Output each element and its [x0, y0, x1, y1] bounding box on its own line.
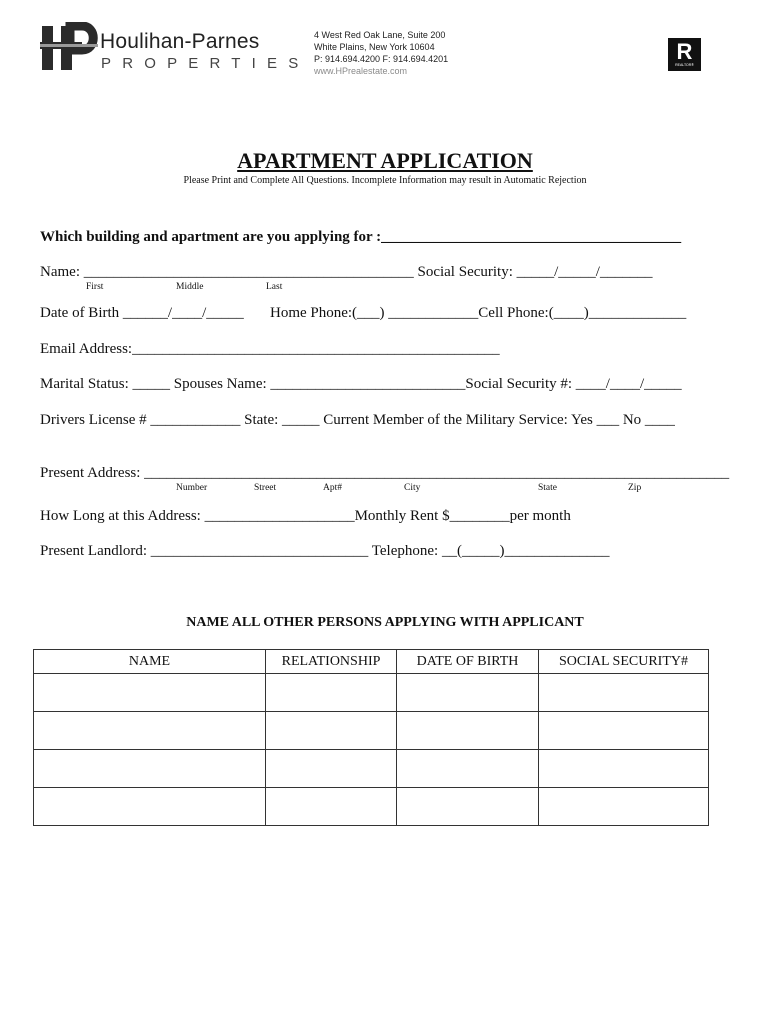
- other-persons-table: [33, 649, 709, 826]
- company-division: PROPERTIES: [101, 55, 310, 72]
- email-field[interactable]: Email Address:_________________________________________________: [40, 341, 500, 357]
- table-row: [34, 674, 709, 712]
- column-header-name: NAME: [34, 650, 266, 674]
- table-row: [34, 750, 709, 788]
- dob-cell[interactable]: [397, 712, 539, 750]
- first-name-label: First: [86, 282, 104, 292]
- dob-cell[interactable]: [397, 750, 539, 788]
- column-header-dob: DATE OF BIRTH: [397, 650, 539, 674]
- address-street-label: Street: [254, 483, 277, 493]
- address-apt-label: Apt#: [323, 483, 342, 493]
- license-military-field[interactable]: Drivers License # ____________ State: _____ Current Member of the Military Service: Yes ___ No ____: [40, 412, 675, 428]
- dob-cell[interactable]: [397, 788, 539, 826]
- ssn-cell[interactable]: [539, 788, 709, 826]
- relationship-cell[interactable]: [266, 712, 397, 750]
- hp-monogram-logo: [40, 22, 98, 72]
- present-address-field[interactable]: Present Address: ______________________________________________________________________________: [40, 465, 730, 481]
- realtor-icon: R: [676, 39, 693, 64]
- landlord-field[interactable]: Present Landlord: _____________________________ Telephone: __(_____)______________: [40, 543, 610, 559]
- last-name-label: Last: [266, 282, 283, 292]
- name-ssn-field[interactable]: Name: ____________________________________________ Social Security: _____/_____/_______: [40, 264, 653, 280]
- column-header-ssn: SOCIAL SECURITY#: [539, 650, 709, 674]
- address-line: White Plains, New York 10604: [314, 42, 435, 52]
- tenure-rent-field[interactable]: How Long at this Address: ____________________Monthly Rent $________per month: [40, 508, 571, 524]
- address-state-label: State: [538, 483, 557, 493]
- phone-fax-line: P: 914.694.4200 F: 914.694.4201: [314, 54, 449, 64]
- realtor-label: REALTOR®: [675, 63, 694, 67]
- address-number-label: Number: [176, 483, 208, 493]
- realtor-logo: [668, 38, 701, 71]
- address-line: 4 West Red Oak Lane, Suite 200: [314, 30, 446, 40]
- address-zip-label: Zip: [628, 483, 642, 493]
- dob-cell[interactable]: [397, 674, 539, 712]
- name-cell[interactable]: [34, 788, 266, 826]
- relationship-cell[interactable]: [266, 750, 397, 788]
- name-cell[interactable]: [34, 712, 266, 750]
- table-header-row: [34, 650, 709, 674]
- company-name: Houlihan-Parnes: [100, 30, 260, 53]
- page-subtitle: Please Print and Complete All Questions. Incomplete Information may result in Automatic Rejection: [183, 175, 587, 186]
- middle-name-label: Middle: [176, 282, 204, 292]
- name-cell[interactable]: [34, 750, 266, 788]
- dob-phone-field[interactable]: Date of Birth ______/____/_____ Home Phone:(___) ____________Cell Phone:(____)_____________: [40, 305, 687, 321]
- website-link[interactable]: www.HPrealestate.com: [314, 66, 408, 76]
- address-city-label: City: [404, 483, 421, 493]
- name-cell[interactable]: [34, 674, 266, 712]
- table-row: [34, 712, 709, 750]
- relationship-cell[interactable]: [266, 674, 397, 712]
- page-title: APARTMENT APPLICATION: [237, 148, 533, 173]
- table-row: [34, 788, 709, 826]
- building-apartment-field[interactable]: Which building and apartment are you applying for :________________________________________: [40, 229, 682, 245]
- other-persons-heading: NAME ALL OTHER PERSONS APPLYING WITH APPLICANT: [186, 615, 584, 630]
- ssn-cell[interactable]: [539, 750, 709, 788]
- ssn-cell[interactable]: [539, 674, 709, 712]
- column-header-relationship: RELATIONSHIP: [266, 650, 397, 674]
- relationship-cell[interactable]: [266, 788, 397, 826]
- marital-spouse-field[interactable]: Marital Status: _____ Spouses Name: __________________________Social Security #: ____/____/_____: [40, 376, 682, 392]
- ssn-cell[interactable]: [539, 712, 709, 750]
